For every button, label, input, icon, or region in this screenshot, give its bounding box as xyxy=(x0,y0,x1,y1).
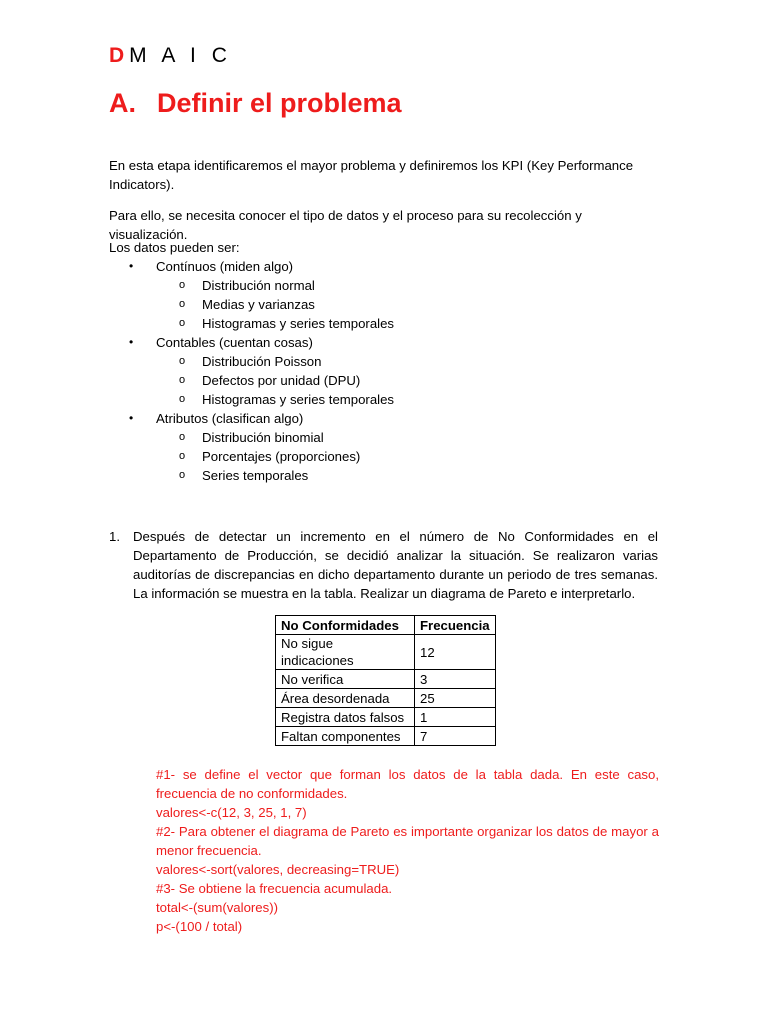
r-code-block xyxy=(156,765,659,936)
table-row xyxy=(276,689,496,708)
problem-text: Después de detectar un incremento en el número de No Conformidades en el Departamento de Producción, se decidió analizar la situación. Se realizaron varias auditorías de discrepancias en dicho departamento durante un periodo de tres semanas. La información se muestra en la tabla. Realizar un diagrama de Pareto e interpretarlo. xyxy=(133,529,658,601)
table-row xyxy=(276,708,496,727)
section-title: Definir el problema xyxy=(157,88,402,118)
section-heading xyxy=(109,88,402,119)
sub-list-item-label: Histogramas y series temporales xyxy=(202,392,395,407)
table-cell: Registra datos falsos xyxy=(276,708,415,727)
circle-bullet-icon: o xyxy=(179,393,186,405)
table-row xyxy=(276,727,496,746)
column-header: No Conformidades xyxy=(276,616,415,635)
table-cell: Faltan componentes xyxy=(276,727,415,746)
problem-statement xyxy=(109,527,658,603)
circle-bullet-icon: o xyxy=(179,431,186,443)
bullet-icon: • xyxy=(129,335,134,349)
problem-number: 1. xyxy=(109,529,120,544)
dmaic-title xyxy=(109,44,232,68)
table-cell: Área desordenada xyxy=(276,689,415,708)
table-cell: 3 xyxy=(415,670,496,689)
sub-list-item-label: Defectos por unidad (DPU) xyxy=(202,373,361,388)
data-types-lead: Los datos pueden ser: xyxy=(109,240,240,255)
circle-bullet-icon: o xyxy=(179,279,186,291)
table-cell: No sigue indicaciones xyxy=(276,635,415,670)
circle-bullet-icon: o xyxy=(179,317,186,329)
code-comment: #1- se define el vector que forman los datos de la tabla dada. En este caso, frecuencia de no conformidades. xyxy=(156,767,659,801)
sub-list-item xyxy=(109,390,669,409)
code-line: valores<-sort(valores, decreasing=TRUE) xyxy=(156,862,400,877)
nonconformities-table xyxy=(275,615,496,746)
sub-list-item xyxy=(109,276,669,295)
sub-list-item xyxy=(109,295,669,314)
list-item-label: Atributos (clasifican algo) xyxy=(156,411,304,426)
sub-list-item xyxy=(109,466,669,485)
circle-bullet-icon: o xyxy=(179,298,186,310)
table-cell: No verifica xyxy=(276,670,415,689)
code-comment: #3- Se obtiene la frecuencia acumulada. xyxy=(156,881,393,896)
table-cell: 12 xyxy=(415,635,496,670)
sub-list-item-label: Porcentajes (proporciones) xyxy=(202,449,361,464)
circle-bullet-icon: o xyxy=(179,374,186,386)
table-cell: 1 xyxy=(415,708,496,727)
sub-list-item-label: Distribución normal xyxy=(202,278,315,293)
circle-bullet-icon: o xyxy=(179,450,186,462)
list-item xyxy=(109,333,669,352)
sub-list-item xyxy=(109,352,669,371)
circle-bullet-icon: o xyxy=(179,469,186,481)
sub-list-item xyxy=(109,314,669,333)
sub-list-item xyxy=(109,428,669,447)
table-cell: 7 xyxy=(415,727,496,746)
sub-list-item-label: Distribución Poisson xyxy=(202,354,322,369)
sub-list-item xyxy=(109,447,669,466)
sub-list-item-label: Distribución binomial xyxy=(202,430,324,445)
circle-bullet-icon: o xyxy=(179,355,186,367)
list-item-label: Contables (cuentan cosas) xyxy=(156,335,313,350)
code-comment: #2- Para obtener el diagrama de Pareto es importante organizar los datos de mayor a menor frecuencia. xyxy=(156,824,659,858)
bullet-icon: • xyxy=(129,411,134,425)
code-line: total<-(sum(valores)) xyxy=(156,900,279,915)
table-cell: 25 xyxy=(415,689,496,708)
list-item xyxy=(109,257,669,276)
column-header: Frecuencia xyxy=(415,616,496,635)
table-header-row xyxy=(276,616,496,635)
data-types-list xyxy=(109,238,669,485)
sub-list-item xyxy=(109,371,669,390)
bullet-icon: • xyxy=(129,259,134,273)
sub-list-item-label: Series temporales xyxy=(202,468,309,483)
list-item xyxy=(109,409,669,428)
sub-list-item-label: Medias y varianzas xyxy=(202,297,315,312)
dmaic-rest-letters: M A I C xyxy=(129,44,232,67)
code-line: p<-(100 / total) xyxy=(156,919,243,934)
dmaic-highlight-letter: D xyxy=(109,44,130,67)
intro-paragraph-1: En esta etapa identificaremos el mayor problema y definiremos los KPI (Key Performance Indicators). xyxy=(109,158,634,192)
code-line: valores<-c(12, 3, 25, 1, 7) xyxy=(156,805,307,820)
intro-paragraph-2: Para ello, se necesita conocer el tipo de datos y el proceso para su recolección y visualización. xyxy=(109,208,582,242)
list-item-label: Contínuos (miden algo) xyxy=(156,259,294,274)
table-row xyxy=(276,635,496,670)
sub-list-item-label: Histogramas y series temporales xyxy=(202,316,395,331)
table-row xyxy=(276,670,496,689)
section-letter: A. xyxy=(109,88,136,118)
